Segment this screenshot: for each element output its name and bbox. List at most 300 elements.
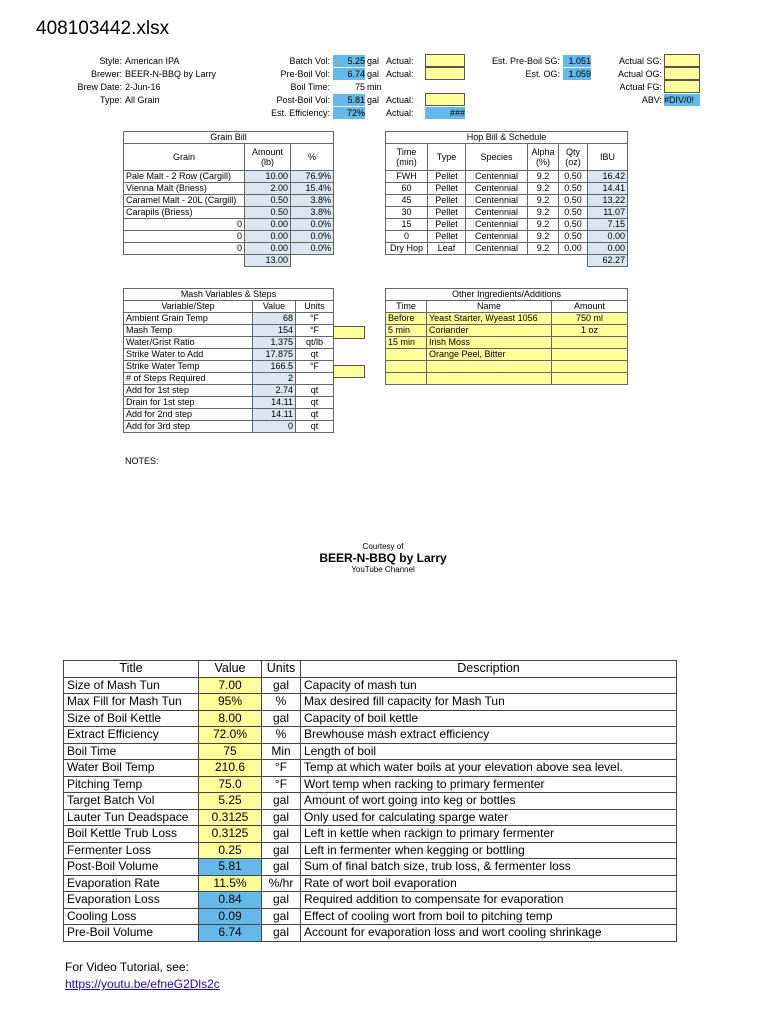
setting-title: Water Boil Temp (64, 760, 199, 777)
hop-time[interactable]: FWH (386, 171, 428, 183)
mash-units: qt (296, 397, 334, 409)
settings-row (64, 694, 677, 711)
grain-row (124, 207, 334, 219)
settings-row (64, 842, 677, 859)
setting-description: Temp at which water boils at your elevation above sea level. (301, 760, 677, 777)
hop-species[interactable]: Centennial (466, 243, 528, 255)
mash-row (124, 337, 334, 349)
setting-value[interactable]: 72.0% (199, 727, 262, 744)
grain-name[interactable]: Carapils (Briess) (124, 207, 245, 219)
tutorial-label: For Video Tutorial, see: (65, 960, 189, 974)
mash-units: °F (296, 325, 334, 337)
setting-value[interactable]: 0.3125 (199, 826, 262, 843)
setting-description: Max desired fill capacity for Mash Tun (301, 694, 677, 711)
settings-row (64, 925, 677, 942)
boil-time-label: Boil Time: (290, 82, 330, 92)
mash-row (124, 325, 334, 337)
grain-bill-table (123, 131, 334, 267)
batch-vol-label: Batch Vol: (289, 56, 330, 66)
hop-ibu: 13.22 (588, 195, 628, 207)
mash-temp-actual-input[interactable] (333, 326, 365, 339)
hop-time[interactable]: 15 (386, 219, 428, 231)
hop-qty[interactable]: 0.50 (559, 207, 588, 219)
setting-units: °F (262, 760, 301, 777)
other-amount-header: Amount (552, 301, 628, 313)
setting-units: gal (262, 826, 301, 843)
ibu-total: 62.27 (588, 255, 628, 267)
setting-value[interactable]: 5.25 (199, 793, 262, 810)
mash-row (124, 361, 334, 373)
postboil-vol-label: Post-Boil Vol: (276, 95, 330, 105)
hop-alpha[interactable]: 9.2 (528, 195, 559, 207)
mash-variable: # of Steps Required (124, 373, 253, 385)
settings-row (64, 826, 677, 843)
settings-row (64, 892, 677, 909)
est-preboil-sg-value: 1.051 (563, 55, 591, 67)
settings-title-header: Title (64, 661, 199, 678)
actual-preboil-label: Actual: (386, 69, 414, 79)
other-name[interactable]: Irish Moss (427, 337, 552, 349)
hop-row (386, 219, 628, 231)
setting-description: Left in fermenter when kegging or bottling (301, 842, 677, 859)
grain-amount[interactable]: 0.50 (245, 195, 291, 207)
hop-alpha[interactable]: 9.2 (528, 171, 559, 183)
other-time[interactable]: 15 min (386, 337, 427, 349)
mash-units: °F (296, 361, 334, 373)
mash-value[interactable]: 154 (253, 325, 296, 337)
strike-temp-actual-input[interactable] (333, 365, 365, 378)
setting-title: Cooling Loss (64, 908, 199, 925)
setting-title: Extract Efficiency (64, 727, 199, 744)
other-amount[interactable]: 1 oz (552, 325, 628, 337)
grain-amount[interactable]: 0.00 (245, 231, 291, 243)
actual-efficiency-value: ### (425, 107, 465, 119)
hop-qty[interactable]: 0.50 (559, 231, 588, 243)
batch-vol-value: 5.25 (333, 55, 365, 67)
hop-type[interactable]: Pellet (428, 219, 466, 231)
hop-species[interactable]: Centennial (466, 207, 528, 219)
grain-name[interactable]: Pale Malt - 2 Row (Cargill) (124, 171, 245, 183)
settings-row (64, 793, 677, 810)
other-row (386, 361, 628, 373)
abv-label: ABV: (641, 95, 662, 105)
grain-row (124, 219, 334, 231)
other-row (386, 313, 628, 325)
hop-ibu: 16.42 (588, 171, 628, 183)
boil-time-value: 75 (354, 82, 365, 92)
hop-time[interactable]: 60 (386, 183, 428, 195)
hop-ibu: 0.00 (588, 243, 628, 255)
setting-title: Max Fill for Mash Tun (64, 694, 199, 711)
settings-description-header: Description (301, 661, 677, 678)
other-title: Other Ingredients/Additions (386, 289, 628, 301)
other-amount[interactable] (552, 349, 628, 361)
brewer-value: BEER-N-BBQ by Larry (125, 69, 217, 79)
setting-units: % (262, 694, 301, 711)
setting-units: °F (262, 776, 301, 793)
setting-units: gal (262, 710, 301, 727)
setting-title: Post-Boil Volume (64, 859, 199, 876)
hop-time[interactable]: 30 (386, 207, 428, 219)
mash-units: °F (296, 313, 334, 325)
settings-value-header: Value (199, 661, 262, 678)
est-efficiency-value: 72% (333, 107, 365, 119)
mash-row (124, 397, 334, 409)
hop-time[interactable]: 0 (386, 231, 428, 243)
setting-description: Required addition to compensate for evaporation (301, 892, 677, 909)
mash-title: Mash Variables & Steps (124, 289, 334, 301)
mash-units: qt/lb (296, 337, 334, 349)
courtesy-line2: BEER-N-BBQ by Larry (319, 551, 447, 565)
grain-total: 13.00 (245, 255, 291, 267)
setting-title: Size of Mash Tun (64, 677, 199, 694)
mash-row (124, 409, 334, 421)
preboil-vol-label: Pre-Boil Vol: (280, 69, 330, 79)
notes-label: NOTES: (125, 456, 159, 466)
setting-description: Capacity of mash tun (301, 677, 677, 694)
hop-type-header: Type (428, 144, 466, 171)
grain-row (124, 195, 334, 207)
other-name[interactable]: Coriander (427, 325, 552, 337)
setting-units: gal (262, 677, 301, 694)
setting-units: Min (262, 743, 301, 760)
brew-date-value: 2-Jun-16 (125, 82, 161, 92)
mash-row (124, 313, 334, 325)
hop-species[interactable]: Centennial (466, 171, 528, 183)
other-ingredients-table (385, 288, 628, 385)
actual-fg-input[interactable] (664, 80, 700, 93)
setting-title: Pre-Boil Volume (64, 925, 199, 942)
hop-ibu: 11.07 (588, 207, 628, 219)
setting-units: gal (262, 925, 301, 942)
other-name[interactable] (427, 361, 552, 373)
mash-row (124, 349, 334, 361)
settings-row (64, 776, 677, 793)
mash-variable: Strike Water Temp (124, 361, 253, 373)
percent-header: % (291, 144, 334, 171)
grain-row (124, 231, 334, 243)
setting-value[interactable]: 11.5% (199, 875, 262, 892)
setting-description: Only used for calculating sparge water (301, 809, 677, 826)
actual-efficiency-label: Actual: (386, 108, 414, 118)
postboil-vol-unit: gal (367, 95, 380, 105)
hop-row (386, 183, 628, 195)
other-row (386, 325, 628, 337)
mash-variable: Strike Water to Add (124, 349, 253, 361)
grain-name[interactable]: Vienna Malt (Briess) (124, 183, 245, 195)
setting-title: Evaporation Rate (64, 875, 199, 892)
setting-title: Lauter Tun Deadspace (64, 809, 199, 826)
setting-description: Brewhouse mash extract efficiency (301, 727, 677, 744)
setting-title: Pitching Temp (64, 776, 199, 793)
actual-og-input[interactable] (664, 67, 700, 80)
hop-row (386, 195, 628, 207)
settings-row (64, 908, 677, 925)
boil-time-unit: min (367, 82, 382, 92)
style-label: Style: (99, 56, 122, 66)
grain-row (124, 171, 334, 183)
mash-row (124, 421, 334, 433)
settings-row (64, 875, 677, 892)
other-time-header: Time (386, 301, 427, 313)
hop-alpha[interactable]: 9.2 (528, 243, 559, 255)
type-value: All Grain (125, 95, 160, 105)
hop-species[interactable]: Centennial (466, 219, 528, 231)
hop-ibu: 7.15 (588, 219, 628, 231)
actual-postboil-label: Actual: (386, 95, 414, 105)
other-row (386, 349, 628, 361)
settings-row (64, 727, 677, 744)
setting-title: Evaporation Loss (64, 892, 199, 909)
setting-description: Wort temp when racking to primary fermenter (301, 776, 677, 793)
setting-value[interactable]: 8.00 (199, 710, 262, 727)
setting-description: Left in kettle when rackign to primary fermenter (301, 826, 677, 843)
grain-name[interactable]: 0 (124, 243, 245, 255)
grain-header: Grain (124, 144, 245, 171)
setting-value[interactable]: 0.84 (199, 892, 262, 909)
style-value: American IPA (125, 56, 180, 66)
actual-sg-label: Actual SG: (618, 56, 662, 66)
setting-description: Amount of wort going into keg or bottles (301, 793, 677, 810)
settings-units-header: Units (262, 661, 301, 678)
hop-bill-table (385, 131, 628, 267)
mash-variable: Add for 1st step (124, 385, 253, 397)
actual-fg-label: Actual FG: (619, 82, 662, 92)
batch-vol-unit: gal (367, 56, 380, 66)
hop-row (386, 243, 628, 255)
other-amount[interactable] (552, 361, 628, 373)
grain-bill-title: Grain Bill (124, 132, 334, 144)
setting-units: gal (262, 892, 301, 909)
other-name[interactable]: Yeast Starter, Wyeast 1056 (427, 313, 552, 325)
grain-row (124, 183, 334, 195)
setting-units: %/hr (262, 875, 301, 892)
setting-value[interactable]: 95% (199, 694, 262, 711)
preboil-vol-unit: gal (367, 69, 380, 79)
hop-alpha[interactable]: 9.2 (528, 231, 559, 243)
actual-batch-label: Actual: (386, 56, 414, 66)
mash-row (124, 385, 334, 397)
setting-units: gal (262, 809, 301, 826)
hop-row (386, 207, 628, 219)
hop-species-header: Species (466, 144, 528, 171)
setting-description: Sum of final batch size, trub loss, & fermenter loss (301, 859, 677, 876)
settings-row (64, 677, 677, 694)
postboil-vol-value: 5.81 (333, 94, 365, 106)
type-label: Type: (99, 95, 122, 105)
actual-preboil-input[interactable] (425, 67, 465, 80)
other-row (386, 373, 628, 385)
other-amount[interactable] (552, 337, 628, 349)
setting-title: Boil Kettle Trub Loss (64, 826, 199, 843)
setting-value[interactable]: 5.81 (199, 859, 262, 876)
mash-row (124, 373, 334, 385)
mash-variable: Ambient Grain Temp (124, 313, 253, 325)
mash-units: qt (296, 385, 334, 397)
brew-date-label: Brew Date: (77, 82, 122, 92)
hop-type[interactable]: Pellet (428, 207, 466, 219)
mash-value[interactable]: 68 (253, 313, 296, 325)
setting-units: gal (262, 908, 301, 925)
hop-bill-title: Hop Bill & Schedule (386, 132, 628, 144)
setting-description: Effect of cooling wort from boil to pitching temp (301, 908, 677, 925)
hop-type[interactable]: Pellet (428, 183, 466, 195)
est-efficiency-label: Est. Efficiency: (271, 108, 330, 118)
hop-ibu: 0.00 (588, 231, 628, 243)
settings-row (64, 710, 677, 727)
grain-amount[interactable]: 2.00 (245, 183, 291, 195)
courtesy-line3: YouTube Channel (351, 565, 415, 574)
mash-units: qt (296, 349, 334, 361)
est-og-value: 1.059 (563, 68, 591, 80)
other-time[interactable]: 5 min (386, 325, 427, 337)
hop-time-header: Time (min) (386, 144, 428, 171)
hop-species[interactable]: Centennial (466, 183, 528, 195)
hop-row (386, 231, 628, 243)
hop-type[interactable]: Pellet (428, 231, 466, 243)
setting-title: Fermenter Loss (64, 842, 199, 859)
grain-percent: 0.0% (291, 231, 334, 243)
hop-type[interactable]: Pellet (428, 171, 466, 183)
grain-name[interactable]: 0 (124, 219, 245, 231)
setting-description: Account for evaporation loss and wort cooling shrinkage (301, 925, 677, 942)
mash-variable: Add for 3rd step (124, 421, 253, 433)
file-title: 408103442.xlsx (36, 18, 170, 39)
hop-species[interactable]: Centennial (466, 195, 528, 207)
mash-value[interactable]: 0 (253, 421, 296, 433)
mash-variable: Mash Temp (124, 325, 253, 337)
other-time[interactable]: Before (386, 313, 427, 325)
hop-alpha[interactable]: 9.2 (528, 207, 559, 219)
setting-description: Rate of wort boil evaporation (301, 875, 677, 892)
mash-units (296, 373, 334, 385)
abv-value: #DIV/0! (664, 94, 700, 106)
mash-units: qt (296, 421, 334, 433)
grain-row (124, 243, 334, 255)
grain-amount[interactable]: 0.50 (245, 207, 291, 219)
hop-alpha[interactable]: 9.2 (528, 219, 559, 231)
tutorial-link[interactable]: https://youtu.be/efneG2Dls2c (65, 977, 220, 991)
settings-table (63, 660, 677, 942)
hop-type[interactable]: Pellet (428, 195, 466, 207)
setting-value[interactable]: 210.6 (199, 760, 262, 777)
mash-value[interactable]: 2 (253, 373, 296, 385)
hop-ibu: 14.41 (588, 183, 628, 195)
grain-percent: 3.8% (291, 195, 334, 207)
brewer-label: Brewer: (90, 69, 122, 79)
amount-header: Amount (lb) (245, 144, 291, 171)
mash-value[interactable]: 14.11 (253, 397, 296, 409)
actual-batch-input[interactable] (425, 54, 465, 67)
courtesy-line1: Courtesy of (362, 542, 404, 551)
mash-value[interactable]: 166.5 (253, 361, 296, 373)
setting-value[interactable]: 6.74 (199, 925, 262, 942)
setting-description: Length of boil (301, 743, 677, 760)
settings-row (64, 760, 677, 777)
mash-value-header: Value (253, 301, 296, 313)
mash-variable: Water/Grist Ratio (124, 337, 253, 349)
setting-units: gal (262, 842, 301, 859)
mash-variable-header: Variable/Step (124, 301, 253, 313)
hop-species[interactable]: Centennial (466, 231, 528, 243)
grain-percent: 0.0% (291, 243, 334, 255)
other-row (386, 337, 628, 349)
mash-value[interactable]: 17.875 (253, 349, 296, 361)
hop-qty[interactable]: 0.50 (559, 183, 588, 195)
grain-percent: 0.0% (291, 219, 334, 231)
grain-name[interactable]: 0 (124, 231, 245, 243)
setting-units: gal (262, 859, 301, 876)
other-amount[interactable] (552, 373, 628, 385)
hop-qty[interactable]: 0.50 (559, 171, 588, 183)
other-name[interactable]: Orange Peel, Bitter (427, 349, 552, 361)
other-name-header: Name (427, 301, 552, 313)
setting-value[interactable]: 75.0 (199, 776, 262, 793)
setting-units: gal (262, 793, 301, 810)
settings-row (64, 743, 677, 760)
mash-value[interactable]: 2.74 (253, 385, 296, 397)
grain-name[interactable]: Caramel Malt - 20L (Cargill) (124, 195, 245, 207)
setting-description: Capacity of boil kettle (301, 710, 677, 727)
settings-row (64, 809, 677, 826)
mash-value[interactable]: 1.375 (253, 337, 296, 349)
preboil-vol-value: 6.74 (333, 68, 365, 80)
setting-value[interactable]: 7.00 (199, 677, 262, 694)
grain-amount[interactable]: 0.00 (245, 219, 291, 231)
hop-time[interactable]: 45 (386, 195, 428, 207)
hop-type[interactable]: Leaf (428, 243, 466, 255)
actual-og-label: Actual OG: (617, 69, 662, 79)
setting-title: Size of Boil Kettle (64, 710, 199, 727)
mash-variable: Drain for 1st step (124, 397, 253, 409)
setting-value[interactable]: 75 (199, 743, 262, 760)
hop-time[interactable]: Dry Hop (386, 243, 428, 255)
mash-table (123, 288, 334, 433)
grain-percent: 76.9% (291, 171, 334, 183)
hop-ibu-header: IBU (588, 144, 628, 171)
setting-value[interactable]: 0.25 (199, 842, 262, 859)
actual-sg-input[interactable] (664, 54, 700, 67)
hop-qty-header: Qty (oz) (559, 144, 588, 171)
other-time[interactable] (386, 361, 427, 373)
other-time[interactable] (386, 349, 427, 361)
other-amount[interactable]: 750 ml (552, 313, 628, 325)
hop-qty[interactable]: 0.50 (559, 195, 588, 207)
grain-percent: 15.4% (291, 183, 334, 195)
settings-row (64, 859, 677, 876)
hop-qty[interactable]: 0.50 (559, 219, 588, 231)
grain-amount[interactable]: 10.00 (245, 171, 291, 183)
actual-postboil-input[interactable] (425, 93, 465, 106)
grain-amount[interactable]: 0.00 (245, 243, 291, 255)
hop-alpha[interactable]: 9.2 (528, 183, 559, 195)
mash-value[interactable]: 14.11 (253, 409, 296, 421)
setting-value[interactable]: 0.09 (199, 908, 262, 925)
setting-units: % (262, 727, 301, 744)
grain-percent: 3.8% (291, 207, 334, 219)
hop-alpha-header: Alpha (%) (528, 144, 559, 171)
mash-units-header: Units (296, 301, 334, 313)
other-time[interactable] (386, 373, 427, 385)
est-og-label: Est. OG: (525, 69, 560, 79)
other-name[interactable] (427, 373, 552, 385)
hop-row (386, 171, 628, 183)
setting-title: Boil Time (64, 743, 199, 760)
mash-variable: Add for 2nd step (124, 409, 253, 421)
hop-qty[interactable]: 0.00 (559, 243, 588, 255)
setting-value[interactable]: 0.3125 (199, 809, 262, 826)
est-preboil-sg-label: Est. Pre-Boil SG: (491, 56, 560, 66)
